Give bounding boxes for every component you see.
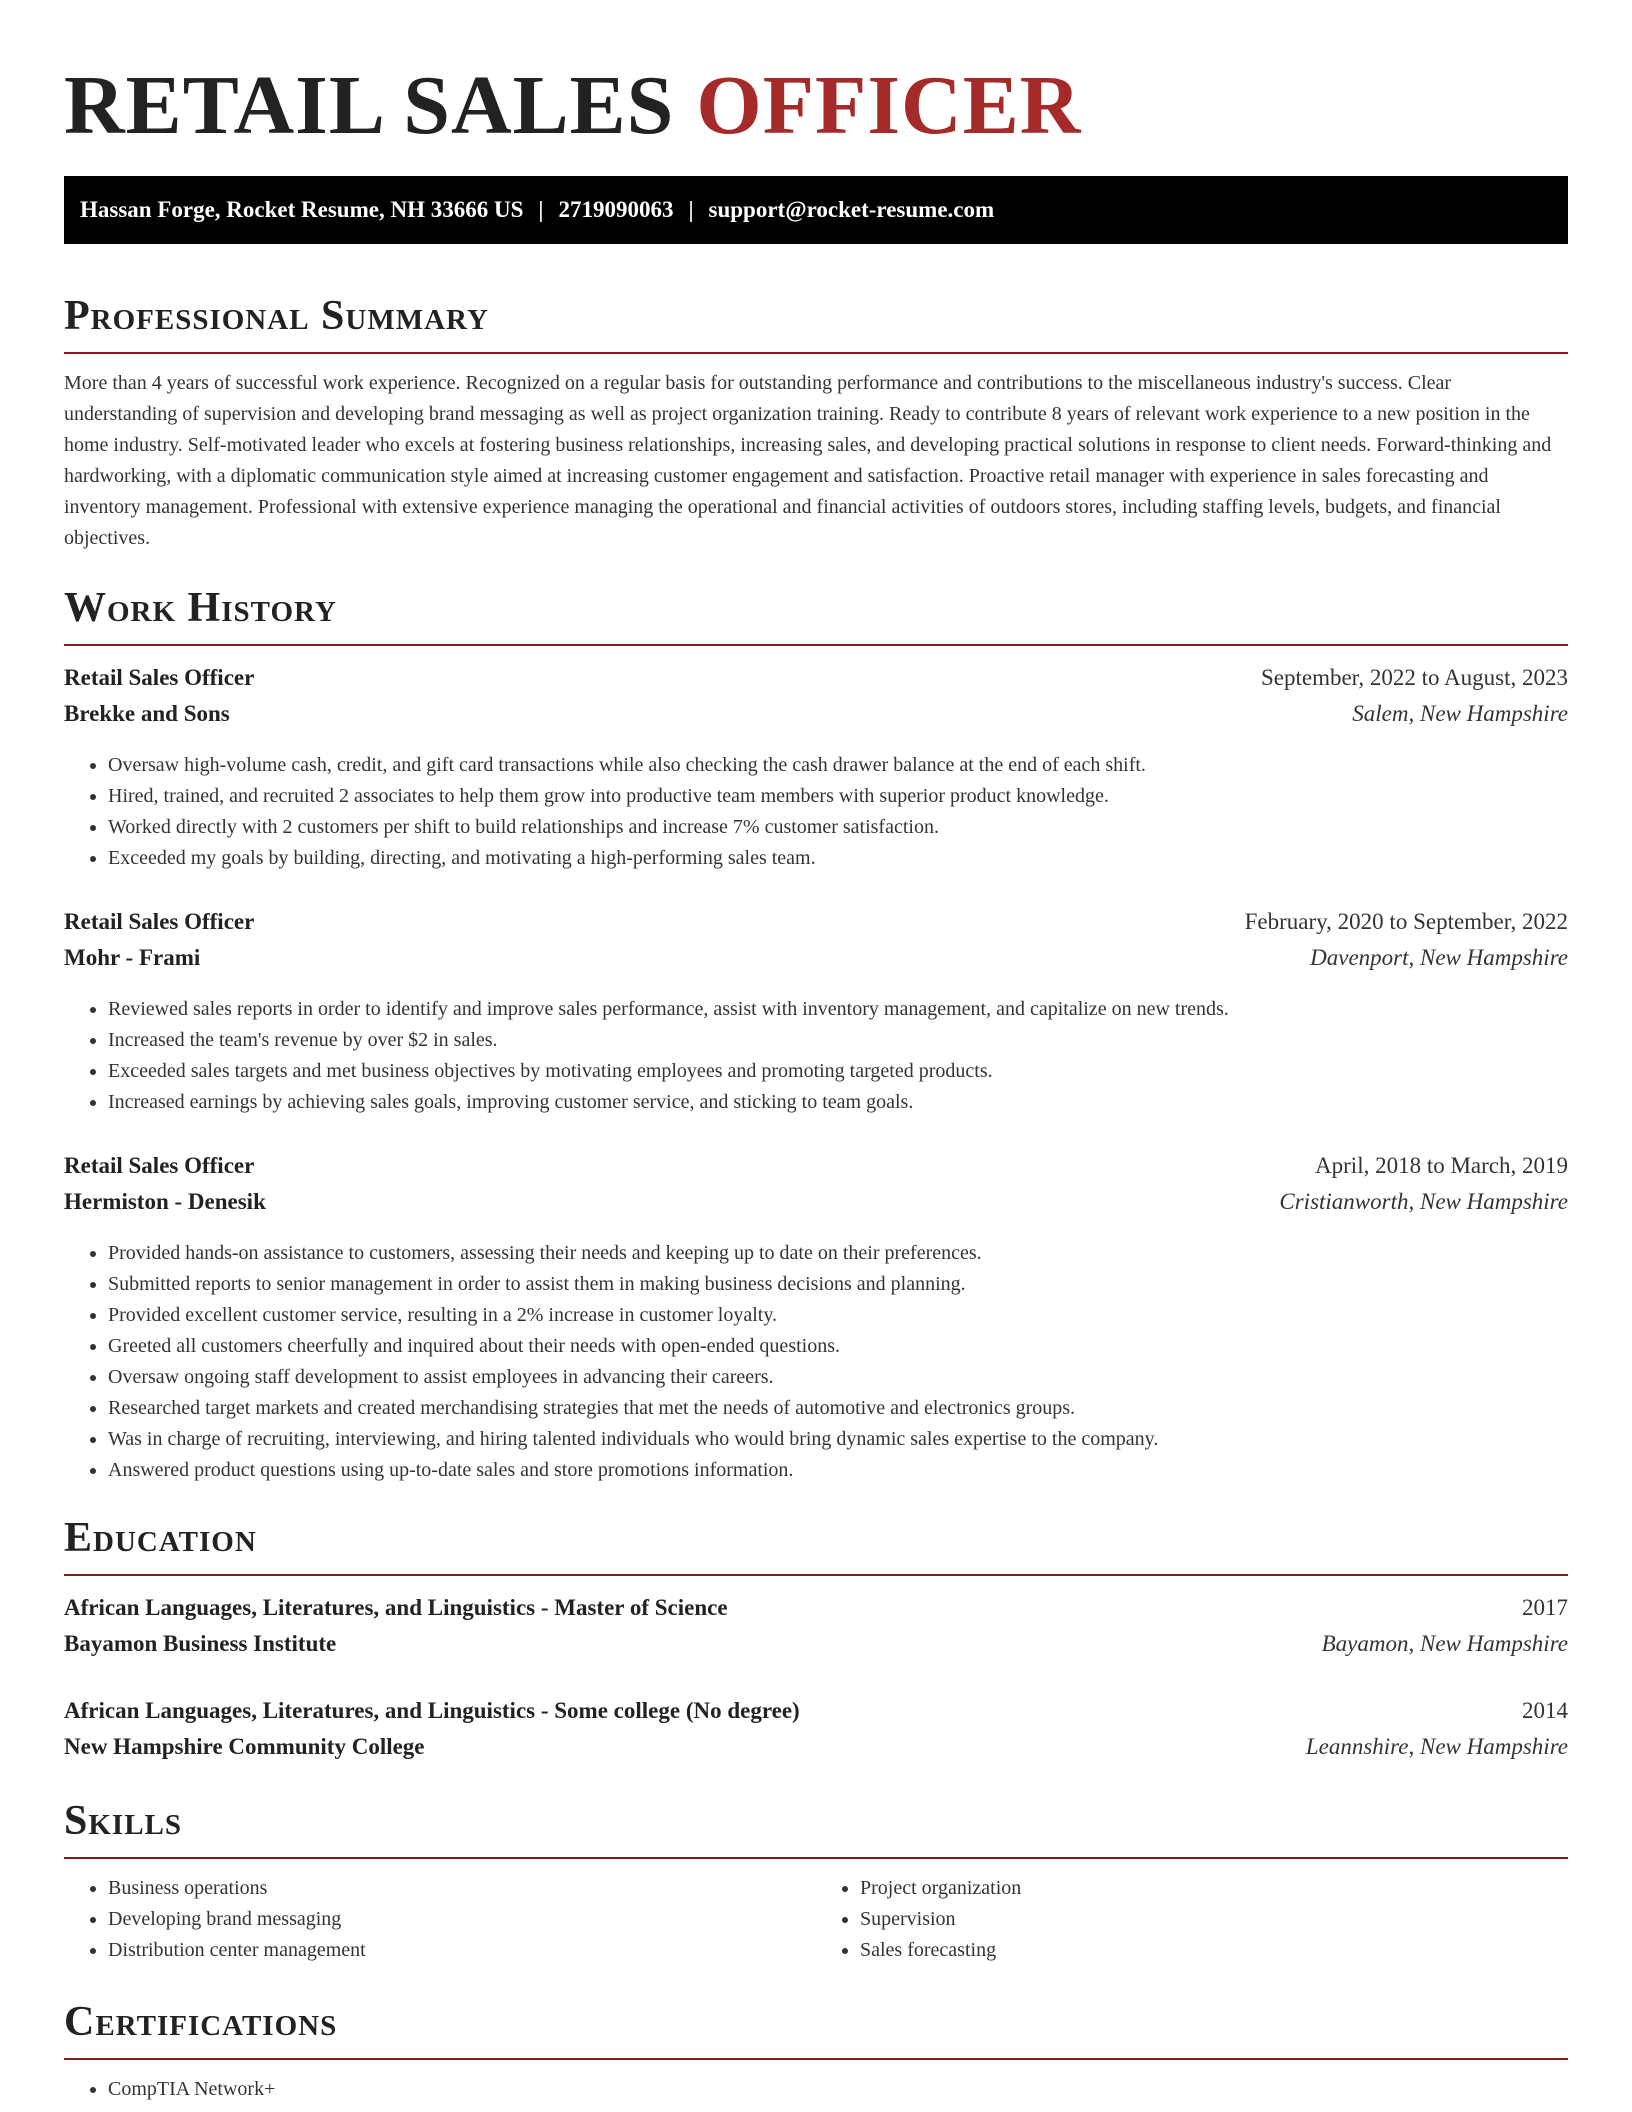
skills-heading: Skills xyxy=(64,1798,183,1844)
job-location: Salem, New Hampshire xyxy=(1352,701,1568,726)
education-entry xyxy=(64,1590,1568,1662)
education-location: Bayamon, New Hampshire xyxy=(1321,1631,1568,1656)
contact-separator: | xyxy=(538,197,544,222)
job-bullet: • Increased the team's revenue by over $2 in sales. xyxy=(108,1025,1568,1056)
section-divider xyxy=(64,1574,1568,1576)
job-title: Retail Sales Officer xyxy=(64,665,255,690)
job-company: Brekke and Sons xyxy=(64,701,230,726)
job-entry xyxy=(64,1148,1568,1486)
education-school-row xyxy=(64,1626,1568,1662)
education-entry xyxy=(64,1693,1568,1765)
job-bullet: • Reviewed sales reports in order to identify and improve sales performance, assist with inventory management, and capitalize on new trends. xyxy=(108,994,1568,1025)
section-divider xyxy=(64,1857,1568,1859)
job-location: Davenport, New Hampshire xyxy=(1310,945,1568,970)
section-divider xyxy=(64,644,1568,646)
title-main: RETAIL SALES xyxy=(64,59,675,152)
contact-phone: 2719090063 xyxy=(558,197,674,222)
job-bullet: • Answered product questions using up-to-date sales and store promotions information. xyxy=(108,1455,1568,1486)
section-divider xyxy=(64,2058,1568,2060)
summary-text: More than 4 years of successful work experience. Recognized on a regular basis for outstanding performance and contributions to the miscellaneous industry's success. Clear understanding of supervision and developing brand messaging as well as project organization training. Ready to contribute 8 years of relevant work experience to a new position in the home industry. Self-motivated leader who excels at fostering business relationships, increasing sales, and developing practical solutions in response to client needs. Forward-thinking and hardworking, with a diplomatic communication style aimed at increasing customer engagement and satisfaction. Proactive retail manager with experience in sales forecasting and inventory management. Professional with extensive experience managing the operational and financial activities of outdoors stores, including staffing levels, budgets, and financial objectives. xyxy=(64,372,1552,549)
skills-columns xyxy=(64,1873,1568,1966)
job-company-row xyxy=(64,696,1568,732)
contact-separator: | xyxy=(688,197,694,222)
section-divider xyxy=(64,352,1568,354)
skill-item: • Developing brand messaging xyxy=(108,1904,816,1935)
education-year: 2017 xyxy=(1522,1595,1568,1620)
skills-section xyxy=(64,1795,1568,1966)
job-company: Hermiston - Denesik xyxy=(64,1189,266,1214)
certifications-section xyxy=(64,1996,1568,2105)
job-bullet: • Researched target markets and created merchandising strategies that met the needs of automotive and electronics groups. xyxy=(108,1393,1568,1424)
skills-list-right xyxy=(816,1873,1568,1966)
job-bullet: • Hired, trained, and recruited 2 associates to help them grow into productive team members with superior product knowledge. xyxy=(108,781,1568,812)
summary-heading: Professional Summary xyxy=(64,293,489,339)
job-bullet: • Provided excellent customer service, resulting in a 2% increase in customer loyalty. xyxy=(108,1300,1568,1331)
job-dates: September, 2022 to August, 2023 xyxy=(1260,665,1568,690)
skill-item: • Project organization xyxy=(860,1873,1568,1904)
skill-item: • Business operations xyxy=(108,1873,816,1904)
resume-title xyxy=(64,0,1568,156)
education-location: Leannshire, New Hampshire xyxy=(1305,1734,1568,1759)
title-accent: OFFICER xyxy=(696,59,1082,152)
education-degree: African Languages, Literatures, and Linguistics - Master of Science xyxy=(64,1595,728,1620)
job-bullet: • Oversaw ongoing staff development to assist employees in advancing their careers. xyxy=(108,1362,1568,1393)
contact-address: Hassan Forge, Rocket Resume, NH 33666 US xyxy=(80,197,524,222)
job-header-row xyxy=(64,660,1568,696)
certifications-heading: Certifications xyxy=(64,1999,338,2045)
skill-item: • Supervision xyxy=(860,1904,1568,1935)
summary-section xyxy=(64,290,1568,554)
job-company-row xyxy=(64,940,1568,976)
job-bullet: • Exceeded my goals by building, directing, and motivating a high-performing sales team. xyxy=(108,843,1568,874)
work-history-section xyxy=(64,582,1568,1486)
job-header-row xyxy=(64,904,1568,940)
education-year: 2014 xyxy=(1522,1698,1568,1723)
job-dates: April, 2018 to March, 2019 xyxy=(1315,1153,1568,1178)
contact-bar xyxy=(64,176,1568,244)
job-bullet: • Exceeded sales targets and met business objectives by motivating employees and promoting targeted products. xyxy=(108,1056,1568,1087)
certification-item: • CompTIA Network+ xyxy=(108,2074,1568,2105)
job-header-row xyxy=(64,1148,1568,1184)
education-heading: Education xyxy=(64,1515,257,1561)
job-bullet: • Provided hands-on assistance to customers, assessing their needs and keeping up to date on their preferences. xyxy=(108,1238,1568,1269)
education-school-row xyxy=(64,1729,1568,1765)
job-bullet: • Increased earnings by achieving sales goals, improving customer service, and sticking to team goals. xyxy=(108,1087,1568,1118)
job-bullet: • Worked directly with 2 customers per shift to build relationships and increase 7% customer satisfaction. xyxy=(108,812,1568,843)
job-dates: February, 2020 to September, 2022 xyxy=(1244,909,1568,934)
education-degree: African Languages, Literatures, and Linguistics - Some college (No degree) xyxy=(64,1698,800,1723)
job-bullets xyxy=(64,750,1568,874)
education-school: New Hampshire Community College xyxy=(64,1734,425,1759)
job-bullet: • Submitted reports to senior management in order to assist them in making business decisions and planning. xyxy=(108,1269,1568,1300)
job-entry xyxy=(64,904,1568,1118)
job-bullets xyxy=(64,994,1568,1118)
job-location: Cristianworth, New Hampshire xyxy=(1279,1189,1568,1214)
job-company: Mohr - Frami xyxy=(64,945,201,970)
job-bullet: • Greeted all customers cheerfully and inquired about their needs with open-ended questions. xyxy=(108,1331,1568,1362)
job-bullet: • Oversaw high-volume cash, credit, and gift card transactions while also checking the cash drawer balance at the end of each shift. xyxy=(108,750,1568,781)
job-title: Retail Sales Officer xyxy=(64,1153,255,1178)
contact-email: support@rocket-resume.com xyxy=(708,197,995,222)
skill-item: • Distribution center management xyxy=(108,1935,816,1966)
certifications-list xyxy=(64,2074,1568,2105)
skill-item: • Sales forecasting xyxy=(860,1935,1568,1966)
education-degree-row xyxy=(64,1693,1568,1729)
skills-list-left xyxy=(64,1873,816,1966)
education-school: Bayamon Business Institute xyxy=(64,1631,337,1656)
job-entry xyxy=(64,660,1568,874)
job-title: Retail Sales Officer xyxy=(64,909,255,934)
job-bullets xyxy=(64,1238,1568,1486)
work-history-heading: Work History xyxy=(64,585,337,631)
job-bullet: • Was in charge of recruiting, interviewing, and hiring talented individuals who would bring dynamic sales expertise to the company. xyxy=(108,1424,1568,1455)
education-section xyxy=(64,1512,1568,1765)
job-company-row xyxy=(64,1184,1568,1220)
education-degree-row xyxy=(64,1590,1568,1626)
